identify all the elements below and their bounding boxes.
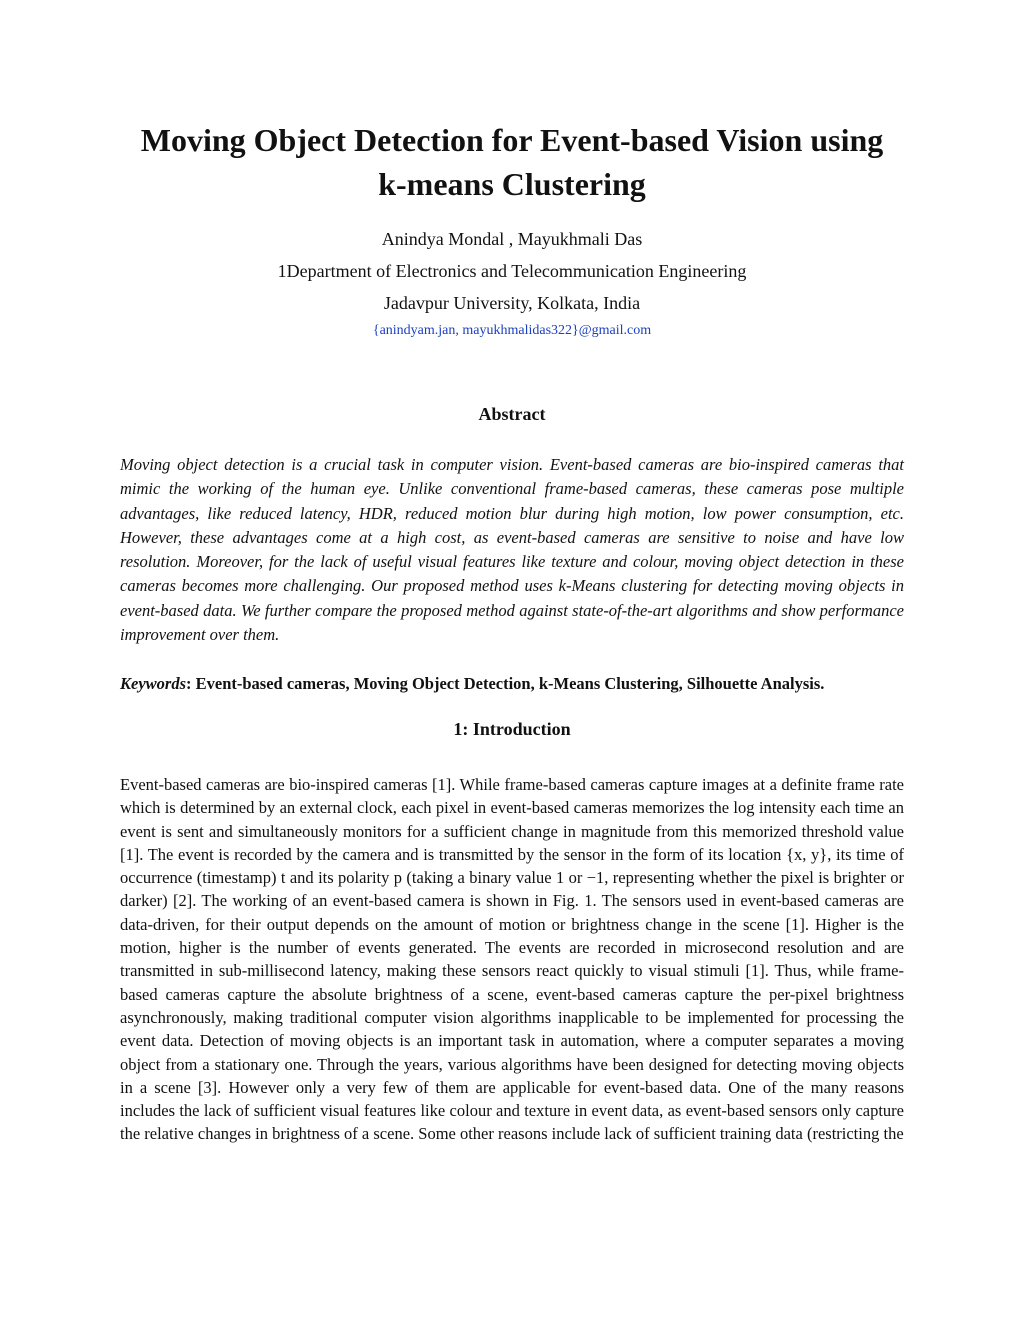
introduction-text: Event-based cameras are bio-inspired cameras [1]. While frame-based cameras capture images at a definite frame rate which is determined by an external clock, each pixel in event-based cameras memorizes the log intensity each time an event is sent and simultaneously monitors for a sufficient change in magnitude from this memorized threshold value [1]. The event is recorded by the camera and is transmitted by the sensor in the form of its location {x, y}, its time of occurrence (timestamp) t and its polarity p (taking a binary value 1 or −1, representing whether the pixel is brighter or darker) [2]. The working of an event-based camera is shown in Fig. 1. The sensors used in event-based cameras are data-driven, for their output depends on the amount of motion or brightness change in the scene [1]. Higher is the motion, higher is the number of events generated. The events are recorded in microsecond resolution and are transmitted in sub-millisecond latency, making these sensors react quickly to visual stimuli [1]. Thus, while frame-based cameras capture the absolute brightness of a scene, event-based cameras capture the per-pixel brightness asynchronously, making traditional computer vision algorithms inapplicable to be implemented for processing the event data. Detection of moving objects is an important task in automation, where a computer separates a moving object from a stationary one. Through the years, various algorithms have been designed for detecting moving objects in a scene [3]. However only a very few of them are applicable for event-based data. One of the many reasons includes the lack of sufficient visual features like colour and texture in event data, as event-based sensors only capture the relative changes in brightness of a scene. Some other reasons include lack of sufficient training data (restricting the xyxy=(120,775,904,1144)
paper-title xyxy=(100,118,924,206)
introduction-heading: 1: Introduction xyxy=(453,719,571,739)
author-emails: {anindyam.jan, mayukhmalidas322}@gmail.com xyxy=(372,323,652,338)
keywords-values: Event-based cameras, Moving Object Detection, k-Means Clustering, Silhouette Analysis. xyxy=(195,674,825,693)
abstract-text: Moving object detection is a crucial task in computer vision. Event-based cameras are bio-inspired cameras that mimic the working of the human eye. Unlike conventional frame-based cameras, these cameras pose multiple advantages, like reduced latency, HDR, reduced motion blur during high motion, low power consumption, etc. However, these advantages come at a high cost, as event-based cameras are sensitive to noise and have low resolution. Moreover, for the lack of useful visual features like texture and colour, moving object detection in these cameras becomes more challenging. Our proposed method uses k-Means clustering for detecting moving objects in event-based data. We further compare the proposed method against state-of-the-art algorithms and show performance improvement over them. xyxy=(120,455,904,645)
abstract-heading: Abstract xyxy=(478,404,546,424)
keywords-line xyxy=(120,672,910,696)
affiliation-university: Jadavpur University, Kolkata, India xyxy=(383,293,641,313)
keywords-label: Keywords xyxy=(120,674,186,693)
title-line-1: Moving Object Detection for Event-based Vision using xyxy=(140,122,884,158)
title-line-2: k-means Clustering xyxy=(378,166,646,202)
affiliation-department: 1Department of Electronics and Telecommunication Engineering xyxy=(277,261,747,281)
authors: Anindya Mondal , Mayukhmali Das xyxy=(381,229,643,249)
keywords-separator: : xyxy=(186,674,196,693)
